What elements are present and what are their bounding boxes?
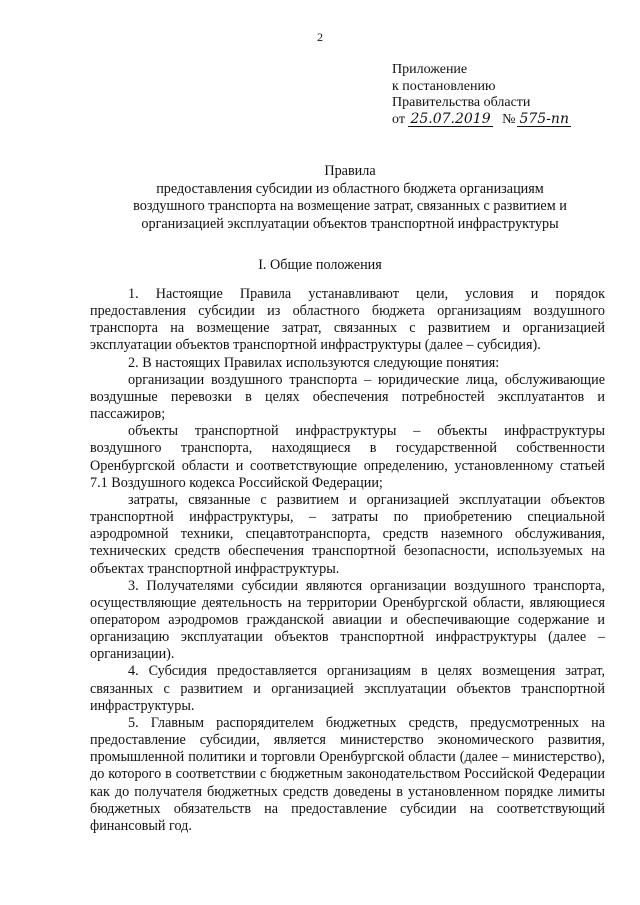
handwritten-date: 25.07.2019	[410, 110, 491, 127]
page-number: 2	[317, 30, 323, 44]
title-line-3: организацией эксплуатации объектов транспортной инфраструктуры	[141, 215, 559, 232]
appendix-line-2: к постановлению	[392, 78, 496, 94]
handwritten-number: 575-пп	[519, 110, 569, 127]
title-line-1: предоставления субсидии из областного бюджета организациям	[156, 180, 544, 197]
number-sign: №	[502, 111, 516, 127]
title-word: Правила	[324, 163, 376, 179]
appendix-block	[392, 62, 571, 128]
section-heading: I. Общие положения	[258, 257, 382, 273]
document-body	[90, 286, 605, 835]
paragraph-4: объекты транспортной инфраструктуры – объекты инфраструктуры воздушного транспорта, находящиеся в государственной собственности Оренбургской области и соответствующие определению, установленному статьей 7.1 Воздушного кодекса Российской Федерации;	[90, 423, 605, 491]
title-line-2: воздушного транспорта на возмещение затрат, связанных с развитием и	[133, 198, 567, 214]
paragraph-7: 4. Субсидия предоставляется организациям в целях возмещения затрат, связанных с развитием и организацией эксплуатации объектов транспортной инфраструктуры.	[90, 663, 605, 714]
paragraph-8: 5. Главным распорядителем бюджетных средств, предусмотренных на предоставление субсидии, является министерство экономического развития, промышленной политики и торговли Оренбургской области (далее – министерство), до которого в соответствии с бюджетным законодательством Российской Федерации как до получателя бюджетных средств доведены в установленном порядке лимиты бюджетных обязательств на предоставление субсидии на соответствующий финансовый год.	[90, 714, 605, 834]
appendix-date-line	[392, 112, 571, 129]
appendix-line-3: Правительства области	[392, 95, 531, 110]
paragraph-2: 2. В настоящих Правилах используются следующие понятия:	[128, 354, 500, 371]
paragraph-1: 1. Настоящие Правила устанавливают цели, условия и порядок предоставления субсидии из областного бюджета организациям воздушного транспорта на возмещение затрат, связанных с развитием и организацией эксплуатации объектов транспортной инфраструктуры (далее – субсидия).	[90, 286, 605, 354]
paragraph-3: организации воздушного транспорта – юридические лица, обслуживающие воздушные перевозки в целях обеспечения потребностей эксплуатантов и пассажиров;	[90, 371, 605, 423]
appendix-line-1: Приложение	[392, 62, 468, 77]
paragraph-6: 3. Получателями субсидии являются организации воздушного транспорта, осуществляющие деятельность на территории Оренбургской области, являющиеся оператором аэродромов гражданской авиации и обеспечивающие содержание и организацию эксплуатации объектов транспортной инфраструктуры (далее – организации).	[90, 577, 605, 663]
paragraph-5: затраты, связанные с развитием и организацией эксплуатации объектов транспортной инфраструктуры, – затраты по приобретению специальной аэродромной техники, спецавтотранспорта, средств наземного обслуживания, технических средств обеспечения транспортной безопасности, используемых на объектах транспортной инфраструктуры.	[90, 491, 605, 577]
date-prefix: от	[392, 111, 405, 127]
document-title	[60, 163, 640, 233]
